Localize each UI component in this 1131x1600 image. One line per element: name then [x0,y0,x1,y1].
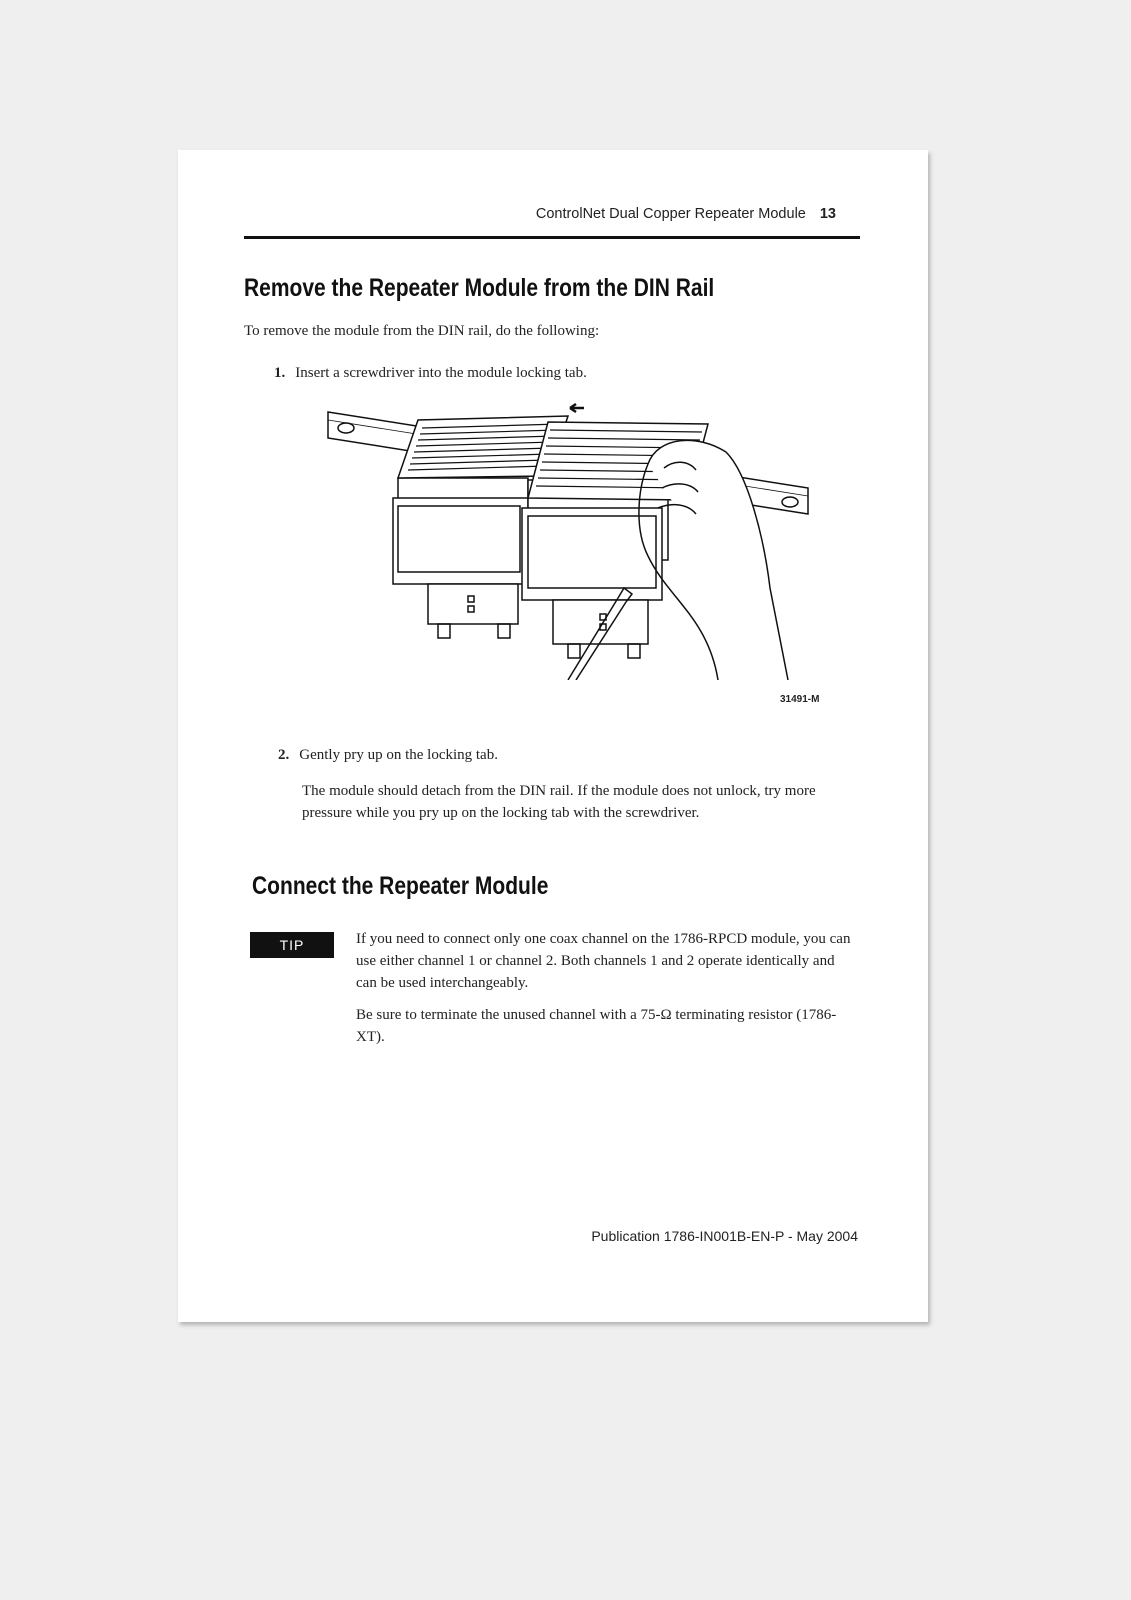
intro-text: To remove the module from the DIN rail, do the following: [244,323,600,339]
section-heading-connect: Connect the Repeater Module [252,872,549,900]
running-header [536,206,836,222]
section-heading-remove: Remove the Repeater Module from the DIN Rail [244,274,715,302]
step-number: 2. [278,747,290,763]
page-number: 13 [819,206,836,222]
tip-paragraph-1: If you need to connect only one coax channel on the 1786-RPCD module, you can use either channel 1 or channel 2. Both channels 1 and 2 operate identically and can be used interchangeably. [356,931,851,991]
step-2-detail: The module should detach from the DIN rail. If the module does not unlock, try more pressure while you pry up on the locking tab with the screwdriver. [302,783,816,821]
step-1 [274,362,587,384]
din-rail-illustration [318,398,838,680]
bnc-connector-icon [628,644,640,658]
document-page [178,150,928,1322]
direction-arrow-icon [570,404,584,412]
bnc-connector-icon [568,644,580,658]
figure-id: 31491-M [780,694,820,705]
header-rule [244,236,860,239]
tip-paragraph-2: Be sure to terminate the unused channel with a 75-Ω terminating resistor (1786-XT). [356,1007,837,1045]
header-title: ControlNet Dual Copper Repeater Module [535,206,806,222]
step-number: 1. [274,365,286,381]
hand-icon [648,440,788,680]
publication-footer: Publication 1786-IN001B-EN-P - May 2004 [591,1228,858,1244]
bnc-connector-icon [438,624,450,638]
tip-label: TIP [250,932,334,958]
step-text: Gently pry up on the locking tab. [299,747,498,763]
step-text: Insert a screwdriver into the module locking tab. [295,365,587,381]
step-2 [278,744,498,766]
bnc-connector-icon [498,624,510,638]
